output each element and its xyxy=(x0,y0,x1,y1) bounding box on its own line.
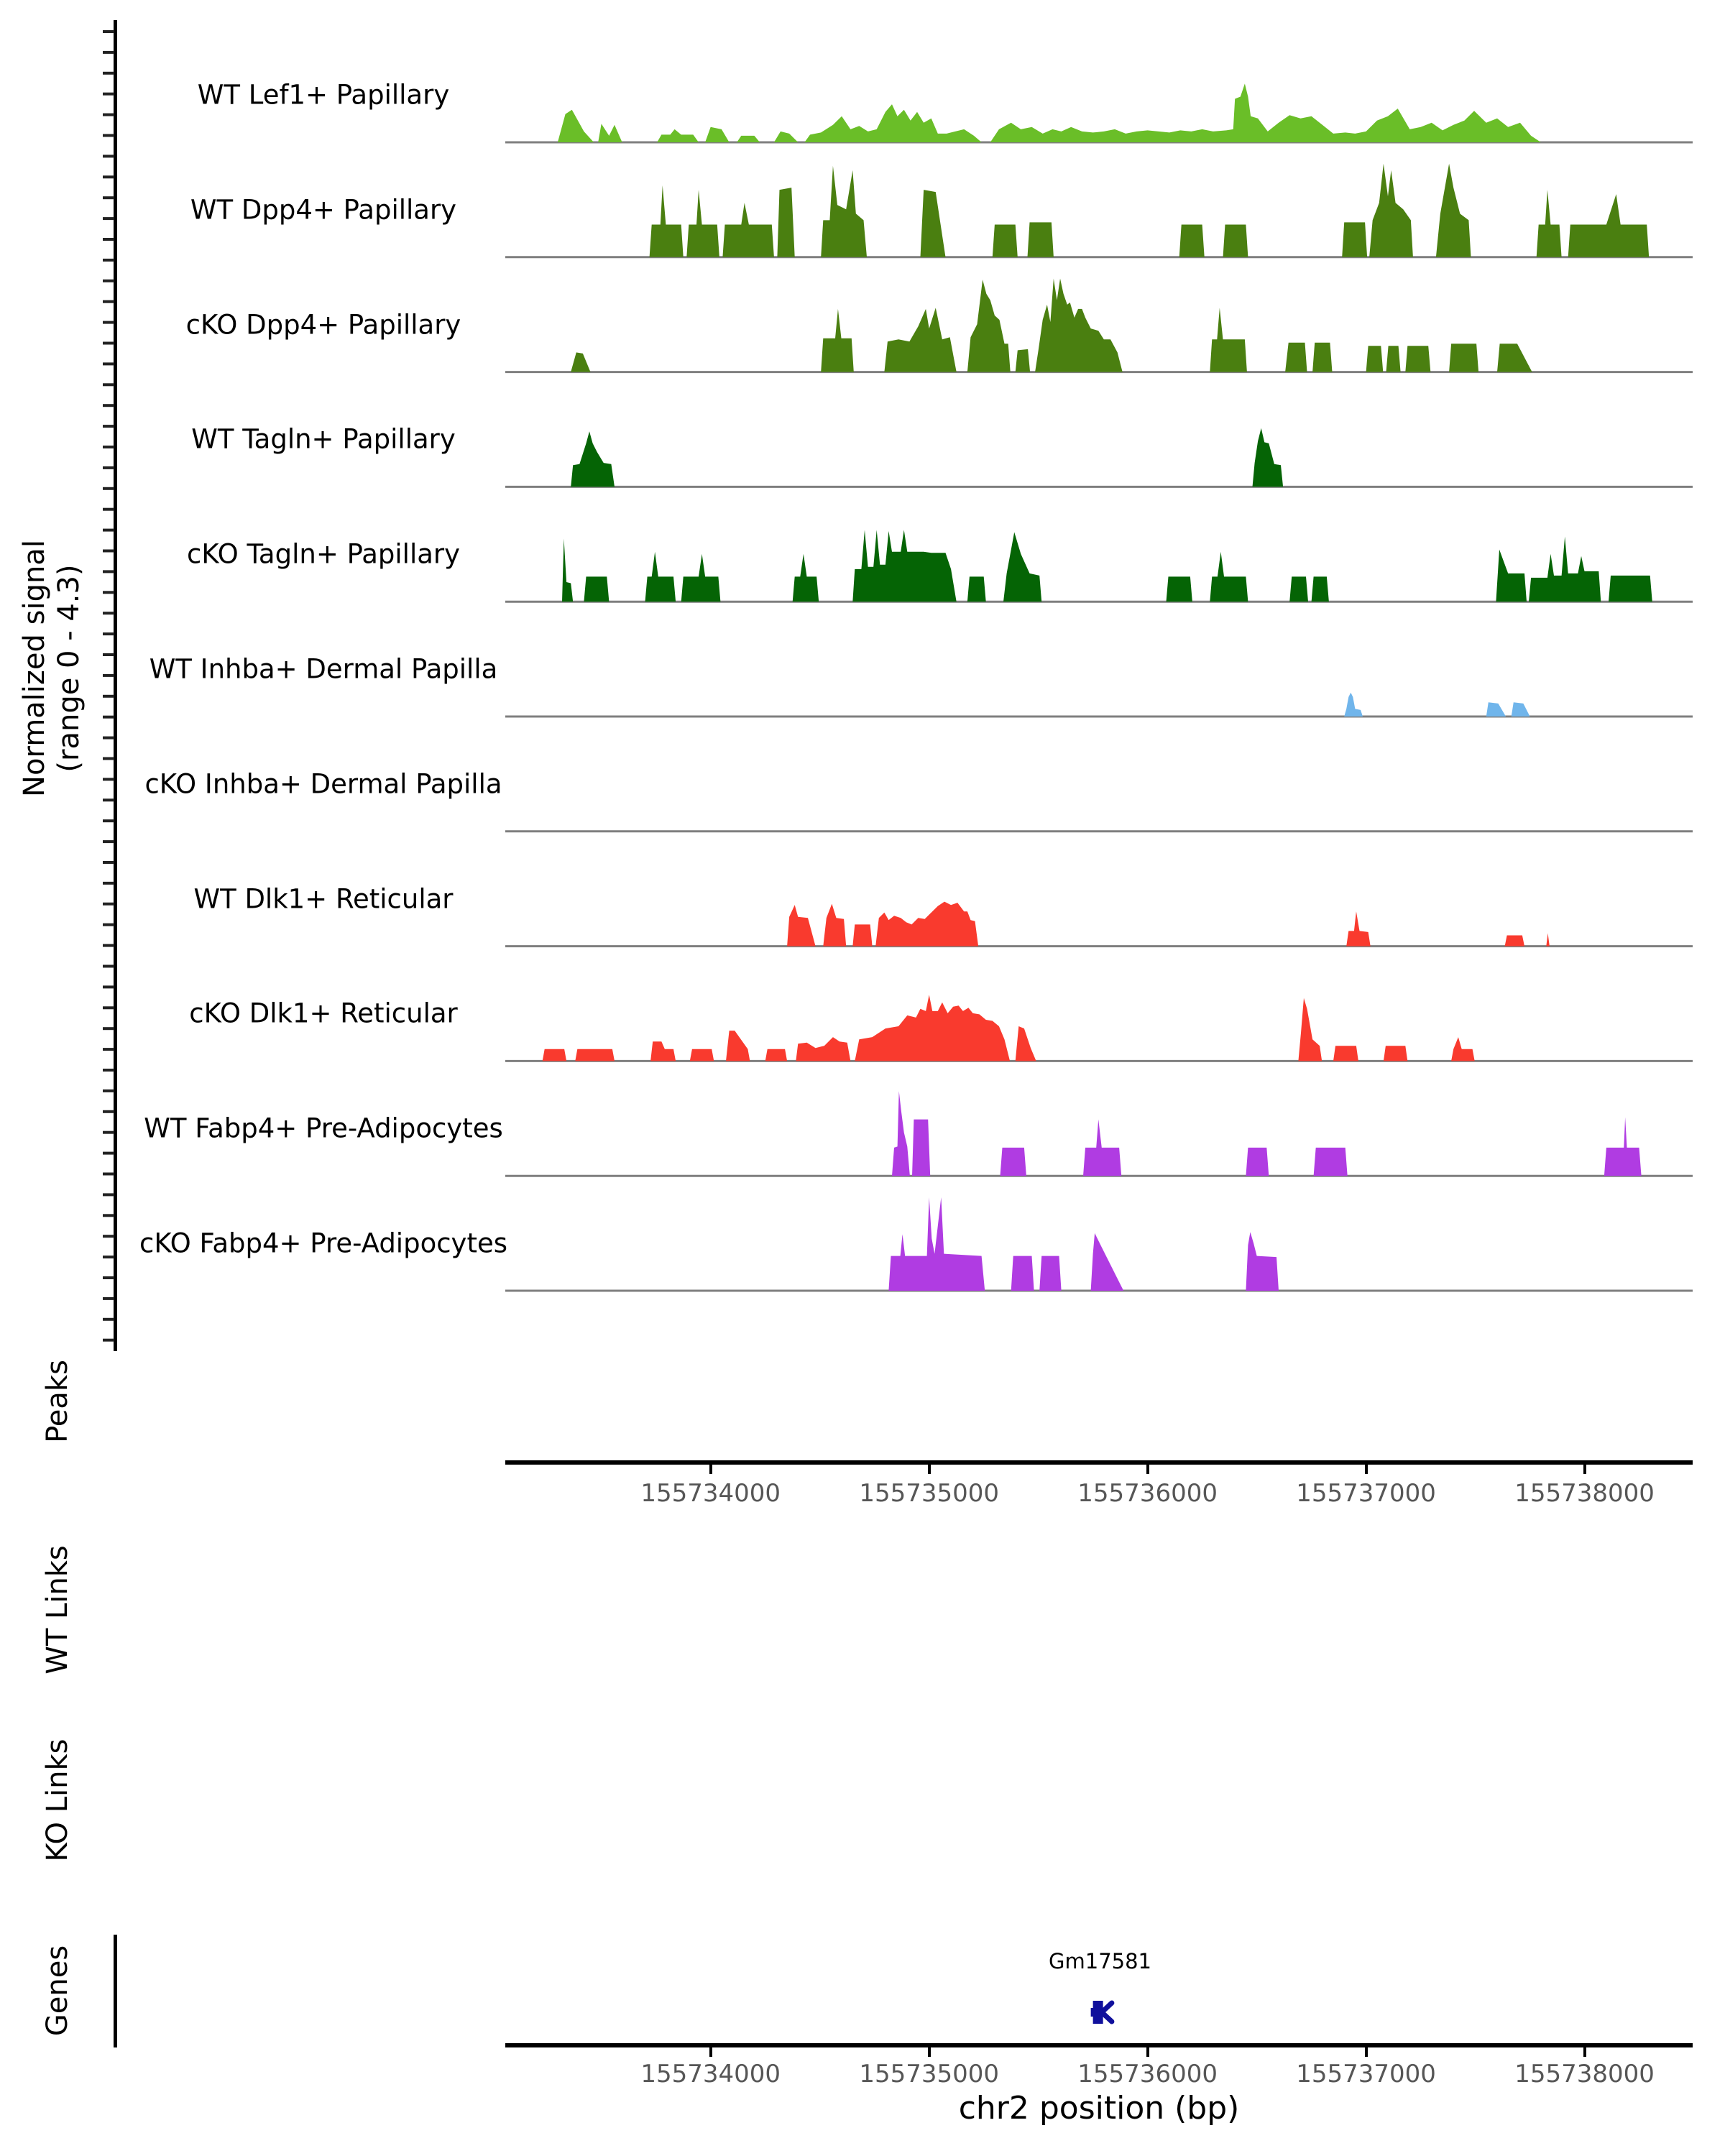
track-label: WT Dlk1+ Reticular xyxy=(193,883,454,915)
signal-axis-minor-tick xyxy=(103,1276,114,1279)
signal-axis-minor-tick xyxy=(103,466,114,469)
signal-axis-minor-tick xyxy=(103,550,114,553)
signal-axis-minor-tick xyxy=(103,944,114,947)
signal-axis-minor-tick xyxy=(103,342,114,345)
signal-area xyxy=(787,902,1550,946)
signal-axis-minor-tick xyxy=(103,30,114,33)
signal-area xyxy=(571,279,1532,372)
x-axis-title: chr2 position (bp) xyxy=(958,2090,1240,2127)
signal-axis-minor-tick xyxy=(103,819,114,822)
x-axis-tick-label: 155735000 xyxy=(859,2060,1000,2088)
signal-axis-minor-tick xyxy=(103,175,114,178)
signal-axis-minor-tick xyxy=(103,487,114,490)
signal-axis-minor-tick xyxy=(103,737,114,740)
signal-axis-minor-tick xyxy=(103,1256,114,1258)
y-axis-label-line2: (range 0 - 4.3) xyxy=(52,564,86,773)
signal-axis-minor-tick xyxy=(103,632,114,635)
signal-area xyxy=(892,1091,1642,1176)
section-label-ko-links: KO Links xyxy=(41,1738,74,1862)
x-axis-tick-label: 155736000 xyxy=(1077,2060,1218,2088)
gene-edge-tick xyxy=(1091,2008,1095,2017)
signal-axis-minor-tick xyxy=(103,1318,114,1321)
signal-axis-minor-tick xyxy=(103,1235,114,1238)
section-label-genes: Genes xyxy=(41,1945,74,2037)
signal-axis-minor-tick xyxy=(103,51,114,54)
signal-axis-minor-tick xyxy=(103,321,114,324)
signal-axis-minor-tick xyxy=(103,1048,114,1051)
track-label: cKO Dlk1+ Reticular xyxy=(189,998,458,1029)
x-axis-tick-label: 155734000 xyxy=(640,2060,781,2088)
signal-axis-minor-tick xyxy=(103,1069,114,1072)
signal-axis-minor-tick xyxy=(103,404,114,407)
signal-axis-minor-tick xyxy=(103,923,114,926)
y-axis-label-line1: Normalized signal xyxy=(18,540,51,797)
signal-area xyxy=(888,1197,1279,1291)
signal-axis-minor-tick xyxy=(103,362,114,365)
track-label: WT Dpp4+ Papillary xyxy=(190,194,457,226)
track-label: cKO Dpp4+ Papillary xyxy=(185,309,461,341)
signal-axis-minor-tick xyxy=(103,798,114,801)
x-axis-tick-label: 155736000 xyxy=(1077,1479,1218,1508)
track-label: WT Inhba+ Dermal Papilla xyxy=(149,653,498,685)
signal-axis-minor-tick xyxy=(103,716,114,719)
signal-axis-minor-tick xyxy=(103,1006,114,1009)
signal-axis-minor-tick xyxy=(103,196,114,199)
signal-axis-minor-tick xyxy=(103,965,114,968)
signal-axis-minor-tick xyxy=(103,134,114,137)
x-axis-tick-label: 155738000 xyxy=(1514,1479,1655,1508)
signal-axis-minor-tick xyxy=(103,1339,114,1342)
signal-axis-minor-tick xyxy=(103,1173,114,1176)
signal-axis-minor-tick xyxy=(103,674,114,677)
signal-axis-minor-tick xyxy=(103,695,114,698)
x-axis-tick-label: 155735000 xyxy=(859,1479,1000,1508)
section-label-wt-links: WT Links xyxy=(41,1545,74,1674)
signal-axis-minor-tick xyxy=(103,508,114,511)
track-label: cKO Inhba+ Dermal Papilla xyxy=(144,768,502,800)
signal-axis-minor-tick xyxy=(103,570,114,573)
signal-axis-minor-tick xyxy=(103,882,114,885)
signal-axis-minor-tick xyxy=(103,1214,114,1217)
gene-name-label: Gm17581 xyxy=(1049,1949,1152,1973)
signal-axis-minor-tick xyxy=(103,985,114,988)
signal-area xyxy=(562,530,1652,602)
x-axis-tick-label: 155737000 xyxy=(1296,2060,1436,2088)
signal-axis-minor-tick xyxy=(103,155,114,157)
x-axis-tick-label: 155738000 xyxy=(1514,2060,1655,2088)
signal-axis-minor-tick xyxy=(103,425,114,428)
signal-axis-minor-tick xyxy=(103,757,114,760)
signal-area xyxy=(650,164,1650,257)
signal-axis-minor-tick xyxy=(103,217,114,220)
signal-axis-minor-tick xyxy=(103,1089,114,1092)
signal-axis-minor-tick xyxy=(103,778,114,780)
signal-axis-minor-tick xyxy=(103,259,114,262)
track-label: WT Fabp4+ Pre-Adipocytes xyxy=(144,1112,503,1144)
signal-axis-minor-tick xyxy=(103,238,114,241)
signal-axis-minor-tick xyxy=(103,446,114,448)
track-label: cKO Tagln+ Papillary xyxy=(186,538,461,570)
signal-axis-minor-tick xyxy=(103,612,114,614)
section-label-peaks: Peaks xyxy=(41,1360,74,1443)
signal-axis-minor-tick xyxy=(103,1110,114,1113)
signal-axis-minor-tick xyxy=(103,383,114,386)
signal-axis-minor-tick xyxy=(103,300,114,303)
track-label: WT Tagln+ Papillary xyxy=(191,423,456,455)
track-label: WT Lef1+ Papillary xyxy=(197,79,450,111)
track-label: cKO Fabp4+ Pre-Adipocytes xyxy=(139,1227,508,1259)
signal-axis-minor-tick xyxy=(103,280,114,282)
signal-area xyxy=(571,428,1283,487)
signal-axis-minor-tick xyxy=(103,840,114,843)
signal-axis-minor-tick xyxy=(103,1297,114,1300)
x-axis-tick-label: 155737000 xyxy=(1296,1479,1436,1508)
signal-axis-minor-tick xyxy=(103,72,114,75)
signal-axis-minor-tick xyxy=(103,1152,114,1155)
signal-axis-minor-tick xyxy=(103,861,114,864)
signal-area xyxy=(1344,693,1530,717)
signal-axis-minor-tick xyxy=(103,93,114,96)
signal-axis-minor-tick xyxy=(103,114,114,116)
x-axis-tick-label: 155734000 xyxy=(640,1479,781,1508)
signal-axis-minor-tick xyxy=(103,591,114,594)
signal-area xyxy=(558,83,1541,142)
signal-axis-minor-tick xyxy=(103,653,114,656)
signal-area xyxy=(543,995,1475,1061)
signal-axis-minor-tick xyxy=(103,1193,114,1196)
signal-axis-minor-tick xyxy=(103,1131,114,1134)
signal-axis-minor-tick xyxy=(103,1027,114,1030)
signal-axis-minor-tick xyxy=(103,903,114,906)
signal-axis-minor-tick xyxy=(103,529,114,532)
gene-strand-arrow-icon xyxy=(1102,2003,1112,2022)
